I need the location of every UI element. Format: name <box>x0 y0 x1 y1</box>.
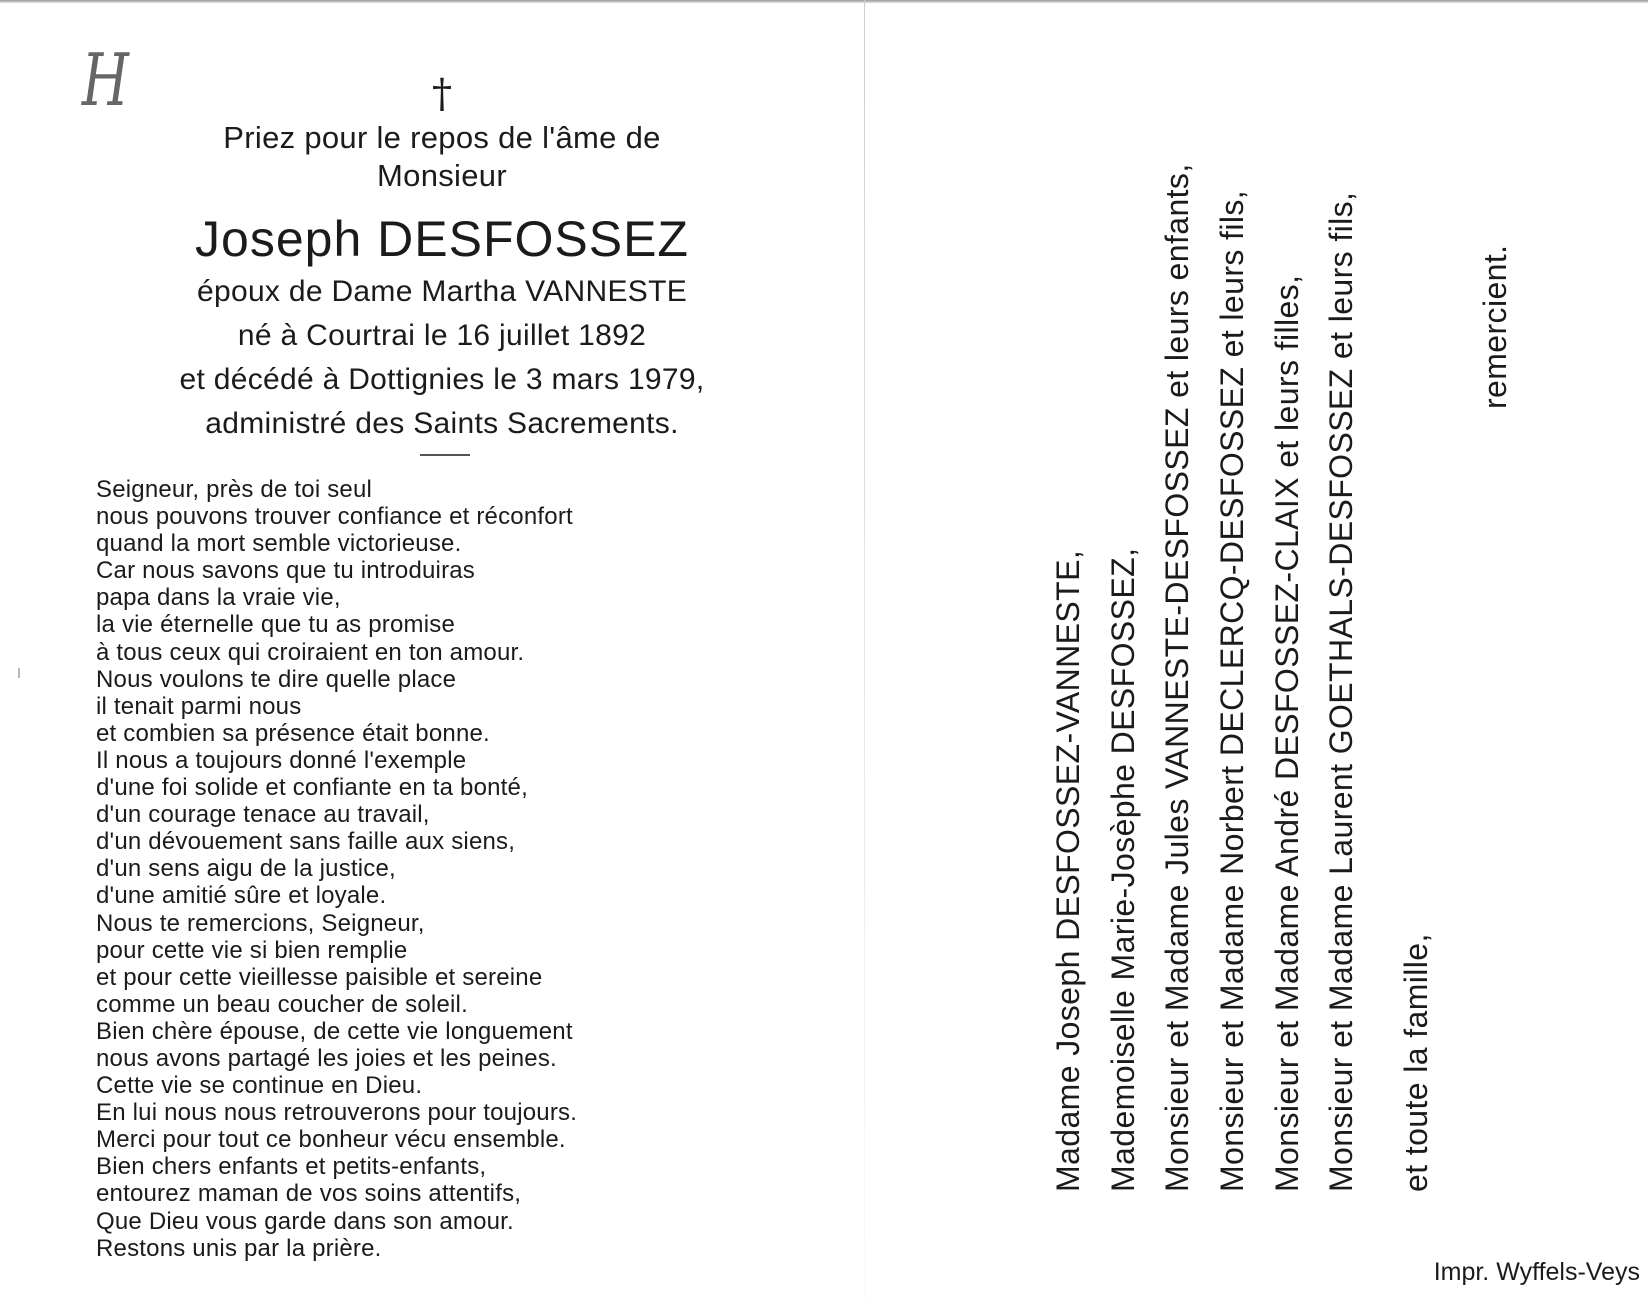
sacraments-line: administré des Saints Sacrements. <box>205 407 679 440</box>
prayer-line: quand la mort semble victorieuse. <box>96 530 462 558</box>
prayer-line: Nous voulons te dire quelle place <box>96 665 457 693</box>
prayer-line: Que Dieu vous garde dans son amour. <box>96 1207 514 1235</box>
prayer-line: d'un courage tenace au travail, <box>96 801 430 829</box>
prayer-line: Cette vie se continue en Dieu. <box>96 1072 423 1100</box>
prayer-line: papa dans la vraie vie, <box>96 584 341 612</box>
prayer-line: Bien chère épouse, de cette vie longuement <box>96 1017 573 1045</box>
prayer-line: Bien chers enfants et petits-enfants, <box>96 1153 487 1181</box>
thanks-word: remercient. <box>1477 244 1513 409</box>
prayer-line: pour cette vie si bien remplie <box>96 936 408 964</box>
prayer-line: il tenait parmi nous <box>96 692 302 720</box>
family-member: Monsieur et Madame André DESFOSSEZ-CLAIX et leurs filles, <box>1269 274 1305 1192</box>
family-member: Monsieur et Madame Laurent GOETHALS-DESFOSSEZ et leurs fils, <box>1323 191 1359 1192</box>
prayer-line: comme un beau coucher de soleil. <box>96 990 468 1018</box>
pray-line: Priez pour le repos de l'âme de <box>223 120 661 155</box>
pencil-annotation: H <box>81 38 129 122</box>
prayer-line: d'une foi solide et confiante en ta bonté, <box>96 774 528 802</box>
birth-line: né à Courtrai le 16 juillet 1892 <box>237 319 647 352</box>
prayer-line: et pour cette vieillesse paisible et sereine <box>96 963 543 991</box>
family-member: Madame Joseph DESFOSSEZ-VANNESTE, <box>1050 549 1086 1192</box>
family-member: Monsieur et Madame Norbert DECLERCQ-DESFOSSEZ et leurs fils, <box>1214 189 1250 1192</box>
printer-credit: Impr. Wyffels-Veys <box>1433 1258 1640 1286</box>
prayer-line: En lui nous nous retrouverons pour toujours. <box>96 1099 578 1127</box>
prayer-text <box>96 476 816 1262</box>
cross-icon: † <box>432 71 452 117</box>
death-line: et décédé à Dottignies le 3 mars 1979, <box>179 363 705 396</box>
prayer-line: Merci pour tout ce bonheur vécu ensemble. <box>96 1126 566 1154</box>
family-member: Mademoiselle Marie-Josèphe DESFOSSEZ, <box>1105 547 1141 1192</box>
prayer-line: d'un dévouement sans faille aux siens, <box>96 828 516 856</box>
title-line: Monsieur <box>377 158 507 193</box>
spouse-line: époux de Dame Martha VANNESTE <box>196 275 688 308</box>
prayer-line: entourez maman de vos soins attentifs, <box>96 1180 522 1208</box>
prayer-line: Seigneur, près de toi seul <box>96 476 373 503</box>
prayer-line: à tous ceux qui croiraient en ton amour. <box>96 638 525 666</box>
prayer-line: nous pouvons trouver confiance et réconfort <box>96 503 573 531</box>
prayer-line: Nous te remercions, Seigneur, <box>96 909 425 937</box>
prayer-line: et combien sa présence était bonne. <box>96 719 490 747</box>
family-member: Monsieur et Madame Jules VANNESTE-DESFOSSEZ et leurs enfants, <box>1159 163 1195 1192</box>
divider <box>420 454 470 456</box>
right-panel <box>865 0 1648 1302</box>
family-closing: et toute la famille, <box>1398 933 1434 1192</box>
prayer-line: d'une amitié sûre et loyale. <box>96 882 387 910</box>
deceased-name: Joseph DESFOSSEZ <box>195 211 689 267</box>
prayer-line: d'un sens aigu de la justice, <box>96 855 396 883</box>
prayer-line: Il nous a toujours donné l'exemple <box>96 746 467 774</box>
prayer-line: nous avons partagé les joies et les peines. <box>96 1044 557 1072</box>
prayer-line: Car nous savons que tu introduiras <box>96 557 476 585</box>
prayer-line: Restons unis par la prière. <box>96 1234 382 1262</box>
prayer-line: la vie éternelle que tu as promise <box>96 611 455 639</box>
